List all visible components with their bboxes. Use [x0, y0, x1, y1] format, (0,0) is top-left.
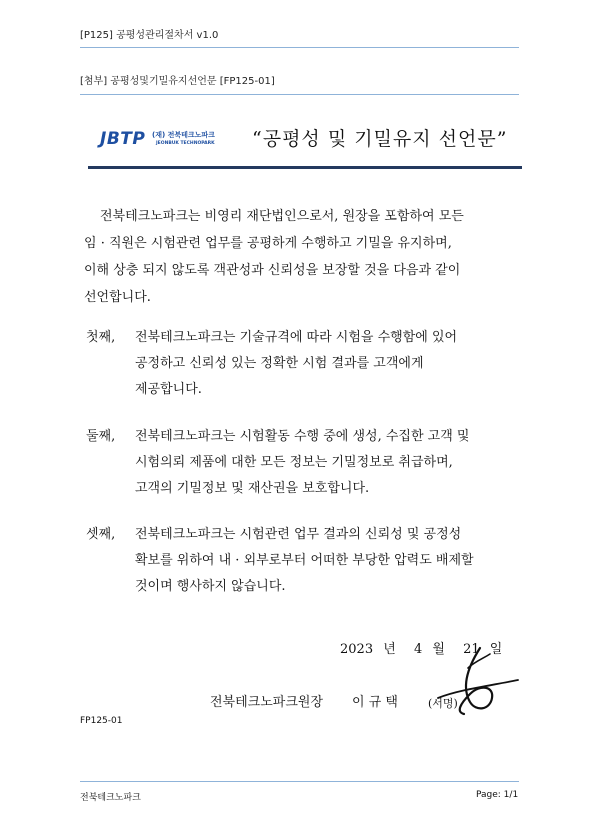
item-third-line-3: 것이며 행사하지 않습니다.: [135, 579, 286, 594]
item-second-line-2: 시험의뢰 제품에 대한 모든 정보는 기밀정보로 취급하며,: [135, 455, 453, 470]
date-year-unit: 년: [383, 642, 396, 657]
jbtp-logo: [100, 125, 230, 155]
item-first-line-3: 제공합니다.: [135, 382, 202, 397]
signatory-name: 이 규 택: [352, 695, 398, 710]
header-divider: [80, 47, 519, 48]
intro-line-2: 임 · 직원은 시험관련 업무를 공평하게 수행하고 기밀을 유지하며,: [84, 236, 452, 251]
logo-org-english: JEONBUK TECHNOPARK: [156, 141, 215, 146]
item-first-line-2: 공정하고 신뢰성 있는 정확한 시험 결과를 고객에게: [135, 356, 424, 371]
form-code: FP125-01: [80, 716, 123, 726]
page-title: “공평성 및 기밀유지 선언문”: [252, 128, 508, 150]
item-third-line-2: 확보를 위하여 내 · 외부로부터 어떠한 부당한 압력도 배제할: [135, 553, 474, 568]
logo-mark: JBTP: [100, 129, 146, 149]
intro-line-4: 선언합니다.: [84, 290, 151, 305]
item-first-line-1: 전북테크노파크는 기술규격에 따라 시험을 수행함에 있어: [135, 330, 458, 345]
date-month-unit: 월: [432, 642, 445, 657]
footer-org: 전북테크노파크: [80, 793, 141, 803]
date-year: 2023: [340, 642, 374, 657]
item-second-line-3: 고객의 기밀정보 및 재산권을 보호합니다.: [135, 481, 370, 496]
document-id: [P125] 공평성관리절차서 v1.0: [80, 30, 219, 41]
footer-divider: [80, 781, 519, 782]
attachment-label: [첨부] 공평성및기밀유지선언문 [FP125-01]: [80, 76, 275, 87]
footer-page-number: Page: 1/1: [476, 790, 519, 800]
intro-line-3: 이해 상충 되지 않도록 객관성과 신뢰성을 보장할 것을 다음과 같이: [84, 263, 461, 278]
item-second-line-1: 전북테크노파크는 시험활동 수행 중에 생성, 수집한 고객 및: [135, 429, 470, 444]
signature-seal-label: (서명): [428, 697, 458, 710]
handwritten-signature: [418, 640, 528, 725]
item-marker-second: 둘째,: [86, 429, 116, 444]
item-marker-third: 셋째,: [86, 527, 116, 542]
attachment-divider: [80, 94, 519, 95]
intro-line-1: 전북테크노파크는 비영리 재단법인으로서, 원장을 포함하여 모든: [100, 209, 464, 224]
title-underline-bar: [88, 166, 522, 169]
item-third-line-1: 전북테크노파크는 시험관련 업무 결과의 신뢰성 및 공정성: [135, 527, 462, 542]
signatory-title: 전북테크노파크원장: [210, 695, 324, 710]
logo-org-korean: (재) 전북테크노파크: [152, 131, 215, 139]
date-month: 4: [413, 642, 423, 657]
date-day: 21: [463, 642, 480, 657]
item-marker-first: 첫째,: [86, 330, 116, 345]
date-day-unit: 일: [489, 642, 503, 657]
